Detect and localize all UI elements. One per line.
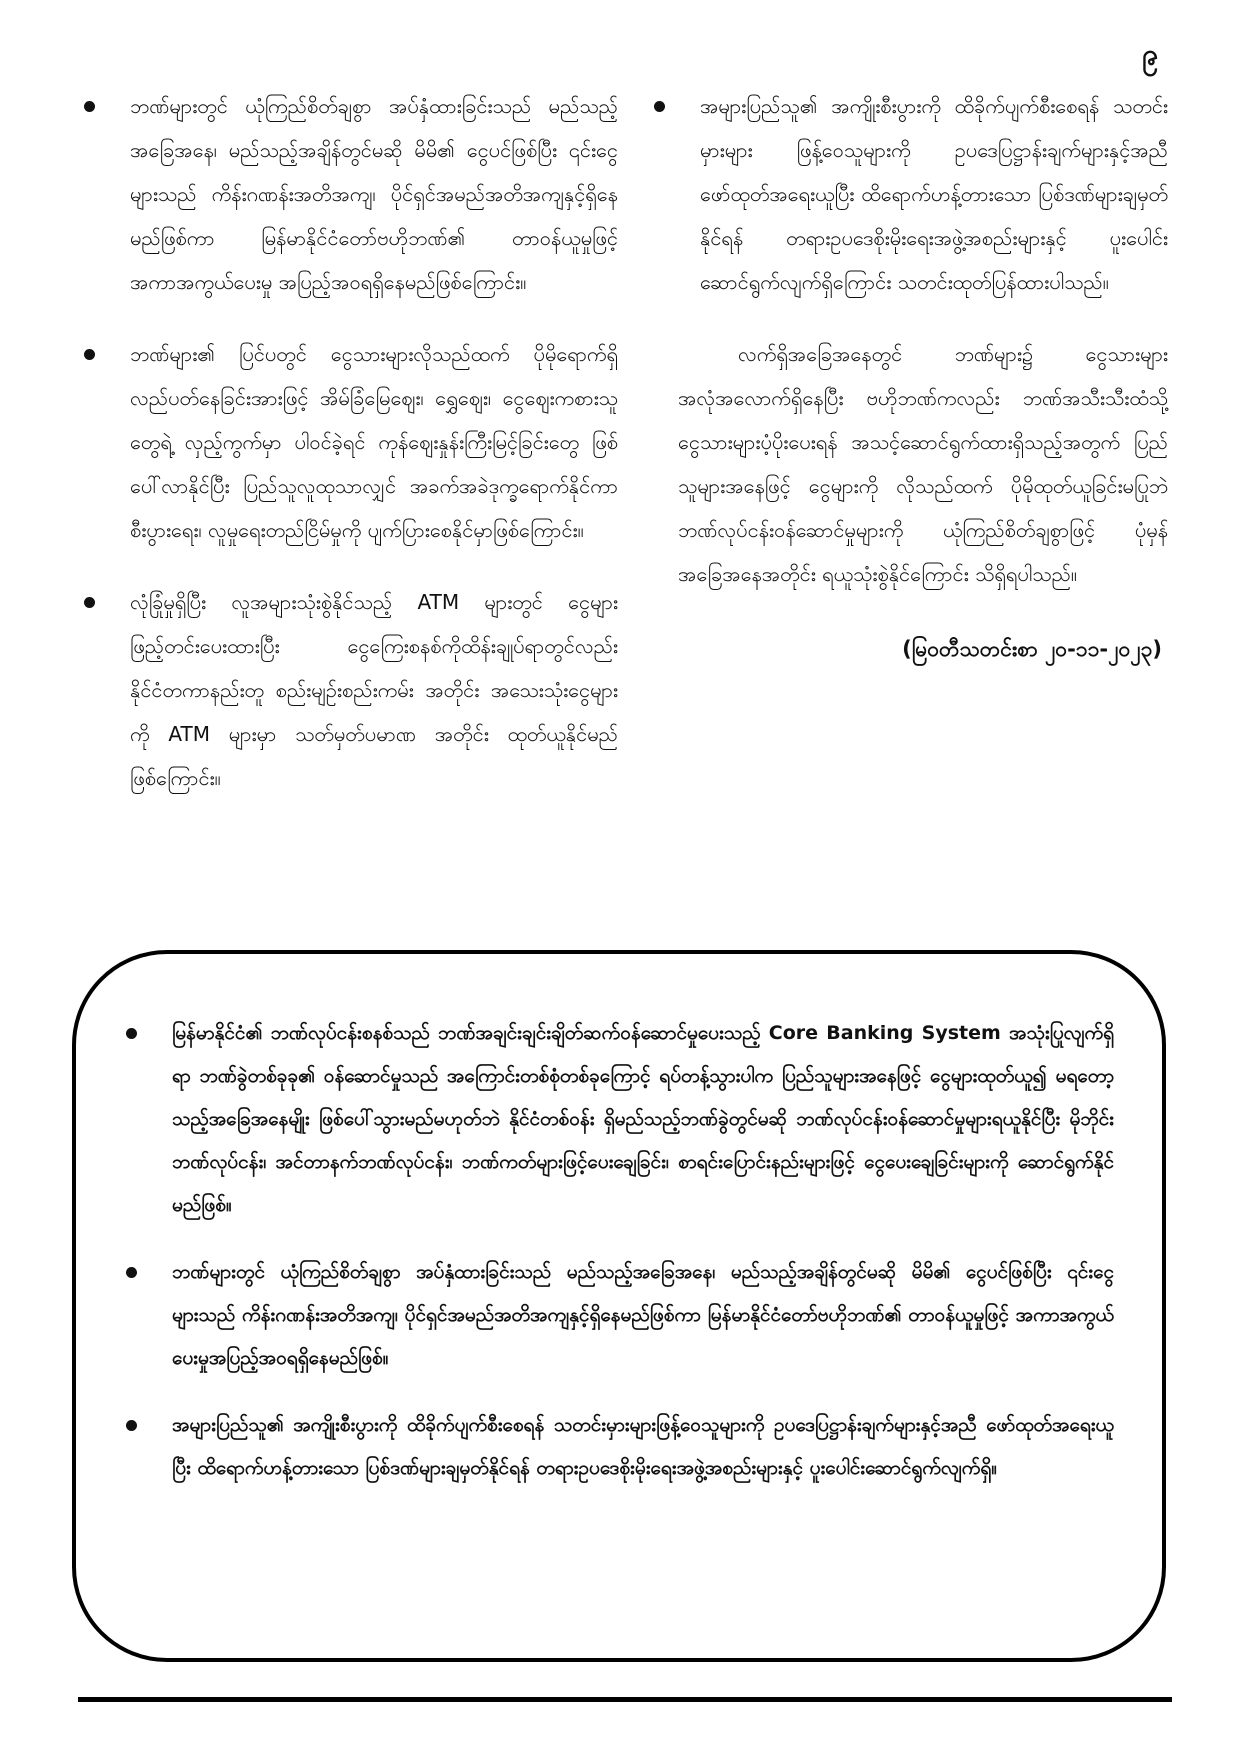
summary-bullet-text: အများပြည်သူ၏ အကျိုးစီးပွားကို ထိခိုက်ပျက်စီးစေရန် သတင်းမှားများဖြန့်ဝေသူများကို ဥပဒေပြဋ္ဌာန်းချက်များနှင့်အညီ ဖော်ထုတ်အရေးယူပြီး ထိရောက်ဟန့်တားသော ပြစ်ဒဏ်များချမှတ်နိုင်ရန် တရားဥပဒေစိုးမိုးရေးအဖွဲ့အစည်းများနှင့် ပူးပေါင်းဆောင်ရွက်လျက်ရှိ။: [172, 1414, 1114, 1479]
bullet-icon: [84, 349, 95, 360]
source-citation: (မြဝတီသတင်းစာ ၂၀-၁၁-၂၀၂၃): [902, 637, 1162, 661]
summary-bullet-text: ဘဏ်များတွင် ယုံကြည်စိတ်ချစွာ အပ်နှံထားခြင်းသည် မည်သည့်အခြေအနေ၊ မည်သည့်အချိန်တွင်မဆို မိမိ၏ ငွေပင်ဖြစ်ပြီး ၎င်းငွေများသည် ကိန်းဂဏန်းအတိအကျ၊ ပိုင်ရှင်အမည်အတိအကျနှင့်ရှိနေမည်ဖြစ်ကာ မြန်မာနိုင်ငံတော်ဗဟိုဘဏ်၏ တာဝန်ယူမှုဖြင့် အကာအကွယ်ပေးမှုအပြည့်အဝရရှိနေမည်ဖြစ်။: [172, 1261, 1114, 1369]
bullet-icon: [126, 1420, 137, 1431]
summary-bullet-text: မြန်မာနိုင်ငံ၏ ဘဏ်လုပ်ငန်းစနစ်သည် ဘဏ်အချင်းချင်းချိတ်ဆက်ဝန်ဆောင်မှုပေးသည့် Core Banking System အသုံးပြုလျက်ရှိရာ ဘဏ်ခွဲတစ်ခုခု၏ ဝန်ဆောင်မှုသည် အကြောင်းတစ်စုံတစ်ခုကြောင့် ရပ်တန့်သွားပါက ပြည်သူများအနေဖြင့် ငွေများထုတ်ယူ၍ မရတော့သည့်အခြေအနေမျိုး ဖြစ်ပေါ်သွားမည်မဟုတ်ဘဲ နိုင်ငံတစ်ဝန်း ရှိမည်သည့်ဘဏ်ခွဲတွင်မဆို ဘဏ်လုပ်ငန်းဝန်ဆောင်မှုများရယူနိုင်ပြီး မိုဘိုင်းဘဏ်လုပ်ငန်း၊ အင်တာနက်ဘဏ်လုပ်ငန်း၊ ဘဏ်ကတ်များဖြင့်ပေးချေခြင်း၊ စာရင်းပြောင်းနည်းများဖြင့် ငွေပေးချေခြင်းများကို ဆောင်ရွက်နိုင်မည်ဖြစ်။: [172, 1022, 1114, 1216]
bullet-text: ဘဏ်များတွင် ယုံကြည်စိတ်ချစွာ အပ်နှံထားခြင်းသည် မည်သည့်အခြေအနေ၊ မည်သည့်အချိန်တွင်မဆို မိမိ၏ ငွေပင်ဖြစ်ပြီး ၎င်းငွေများသည် ကိန်းဂဏန်းအတိအကျ၊ ပိုင်ရှင်အမည်အတိအကျနှင့်ရှိနေမည်ဖြစ်ကာ မြန်မာနိုင်ငံတော်ဗဟိုဘဏ်၏ တာဝန်ယူမှုဖြင့် အကာအကွယ်ပေးမှု အပြည့်အဝရရှိနေမည်ဖြစ်ကြောင်း။: [130, 94, 618, 294]
left-bullet-item: [78, 332, 618, 552]
summary-list: [120, 1012, 1114, 1514]
bullet-icon: [126, 1267, 137, 1278]
bullet-icon: [654, 101, 665, 112]
summary-bullet-item: [120, 1012, 1114, 1227]
summary-box: [72, 950, 1166, 1662]
left-bullet-item: [78, 84, 618, 304]
left-column: [78, 84, 618, 828]
bullet-icon: [126, 1028, 137, 1039]
summary-bullet-item: [120, 1251, 1114, 1380]
summary-bullet-item: [120, 1404, 1114, 1490]
body-paragraph: လက်ရှိအခြေအနေတွင် ဘဏ်များ၌ ငွေသားများအလုံအလောက်ရှိနေပြီး ဗဟိုဘဏ်ကလည်း ဘဏ်အသီးသီးထံသို့ ငွေသားများပံ့ပိုးပေးရန် အသင့်ဆောင်ရွက်ထားရှိသည့်အတွက် ပြည်သူများအနေဖြင့် ငွေများကို လိုသည်ထက် ပိုမိုထုတ်ယူခြင်းမပြုဘဲ ဘဏ်လုပ်ငန်းဝန်ဆောင်မှုများကို ယုံကြည်စိတ်ချစွာဖြင့် ပုံမှန်အခြေအနေအတိုင်း ရယူသုံးစွဲနိုင်ကြောင်း သိရှိရပါသည်။: [678, 342, 1168, 586]
bullet-icon: [84, 597, 95, 608]
bullet-icon: [84, 101, 95, 112]
bullet-text: ဘဏ်များ၏ ပြင်ပတွင် ငွေသားများလိုသည်ထက် ပိုမိုရောက်ရှိ လည်ပတ်နေခြင်းအားဖြင့် အိမ်ခြံမြေဈေး၊ ရွှေဈေး၊ ငွေဈေးကစားသူတွေရဲ့ လှည့်ကွက်မှာ ပါဝင်ခဲ့ရင် ကုန်ဈေးနှုန်းကြီးမြင့်ခြင်းတွေ ဖြစ်ပေါ်လာနိုင်ပြီး ပြည်သူလူထုသာလျှင် အခက်အခဲဒုက္ခရောက်နိုင်ကာ စီးပွားရေး၊ လူမှုရေးတည်ငြိမ်မှုကို ပျက်ပြားစေနိုင်မှာဖြစ်ကြောင်း။: [130, 342, 618, 542]
two-column-body: [78, 84, 1168, 924]
bullet-text: လုံခြုံမှုရှိပြီး လူအများသုံးစွဲနိုင်သည့် ATM များတွင် ငွေများ ဖြည့်တင်းပေးထားပြီး ငွေကြေးစနစ်ကိုထိန်းချုပ်ရာတွင်လည်း နိုင်ငံတကာနည်းတူ စည်းမျဉ်းစည်းကမ်း အတိုင်း အသေးသုံးငွေများကို ATM များမှာ သတ်မှတ်ပမာဏ အတိုင်း ထုတ်ယူနိုင်မည်ဖြစ်ကြောင်း။: [130, 590, 618, 790]
left-bullet-item: [78, 580, 618, 800]
right-bullet-item: [648, 84, 1168, 304]
footer-divider: [78, 1697, 1172, 1702]
right-column: [648, 84, 1168, 667]
page-number: ၉: [1142, 38, 1158, 71]
bullet-text: အများပြည်သူ၏ အကျိုးစီးပွားကို ထိခိုက်ပျက်စီးစေရန် သတင်းမှားများ ဖြန့်ဝေသူများကို ဥပဒေပြဋ္ဌာန်းချက်များနှင့်အညီ ဖော်ထုတ်အရေးယူပြီး ထိရောက်ဟန့်တားသော ပြစ်ဒဏ်များချမှတ်နိုင်ရန် တရားဥပဒေစိုးမိုးရေးအဖွဲ့အစည်းများနှင့် ပူးပေါင်းဆောင်ရွက်လျက်ရှိကြောင်း သတင်းထုတ်ပြန်ထားပါသည်။: [700, 94, 1168, 294]
